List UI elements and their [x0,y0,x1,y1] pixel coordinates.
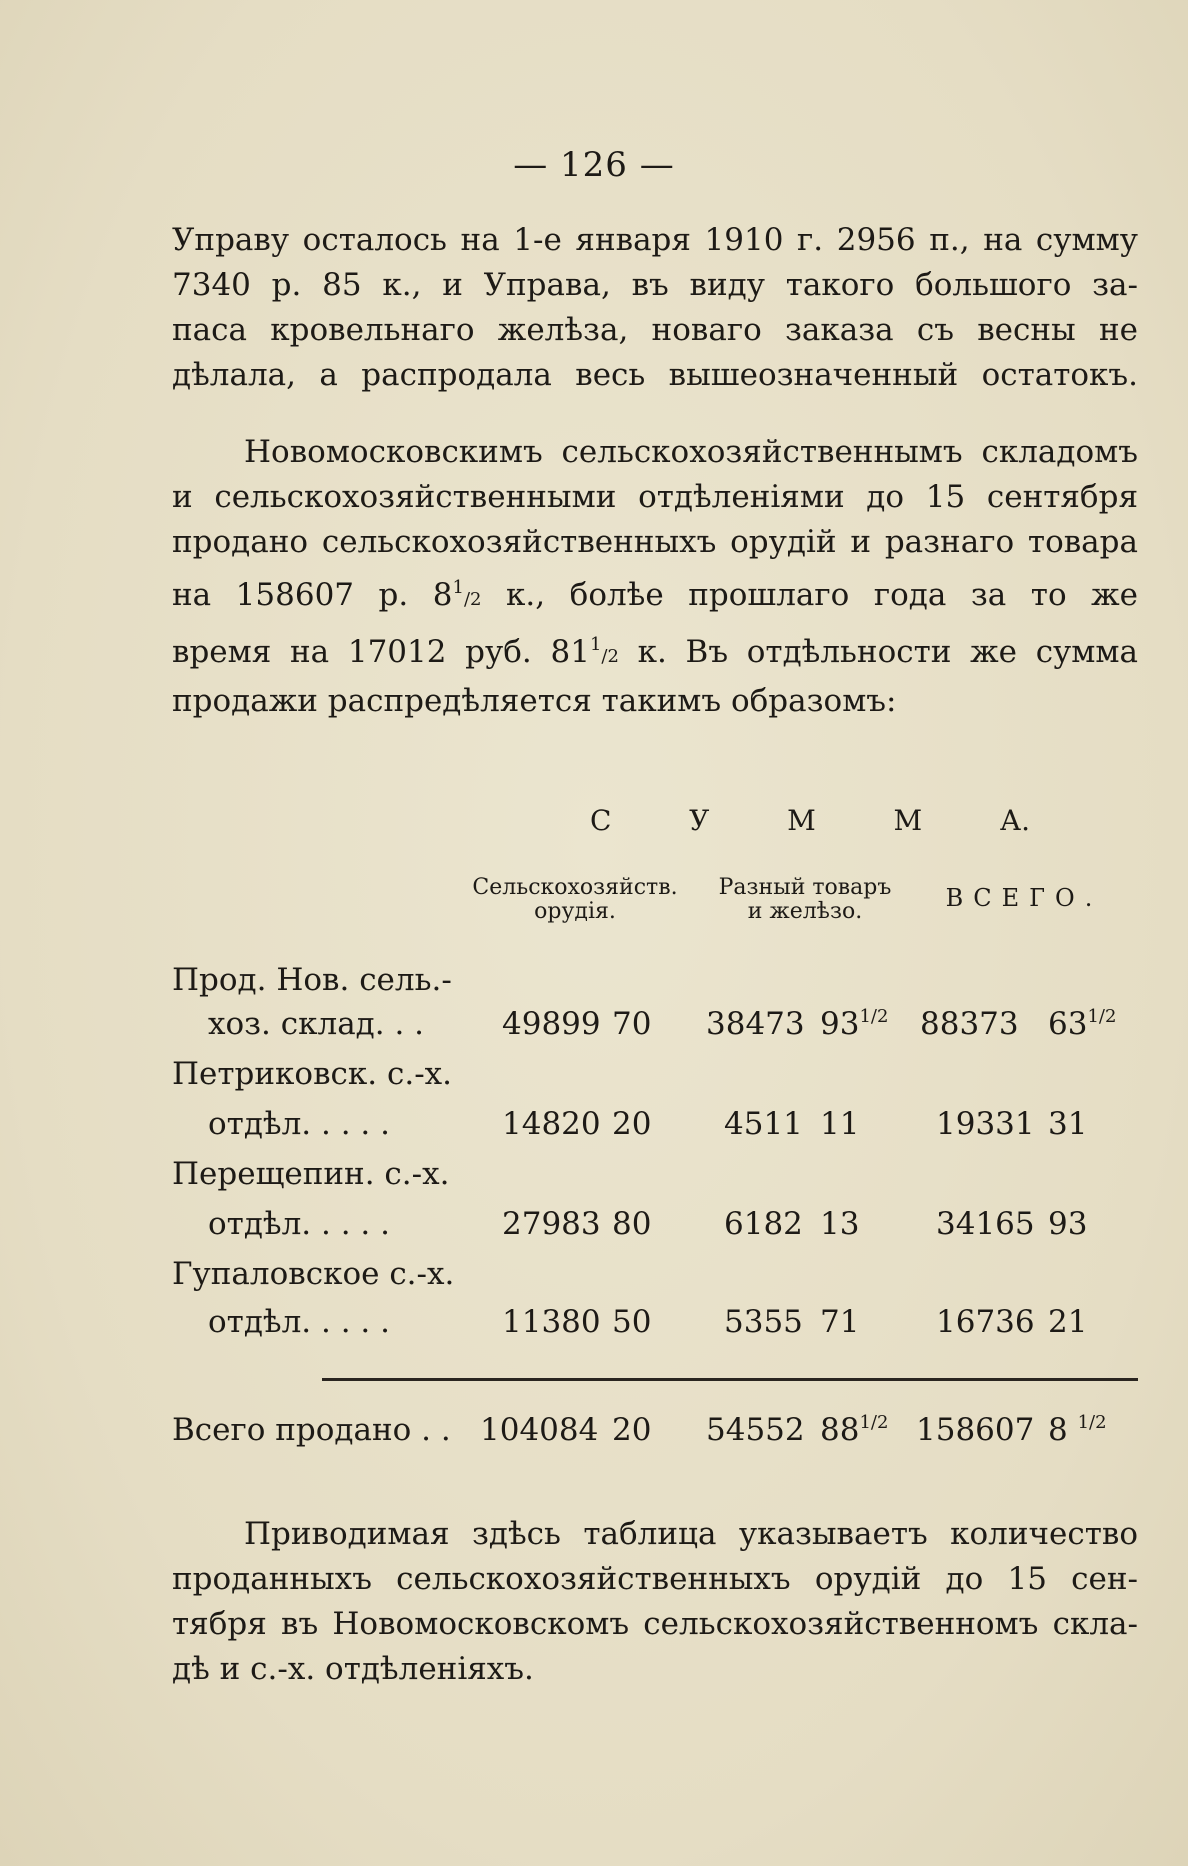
cell-value: 71 [820,1304,860,1340]
cell-value: 11380 [502,1304,601,1340]
cell-value: 93 [1048,1206,1088,1242]
cell-value: 80 [612,1206,652,1242]
cell-value: 38473 [706,1006,805,1042]
row-label: отдѣл. . . . . [208,1206,390,1242]
cell-fraction: 1/2 [1087,1006,1117,1027]
text-line: и сельскохозяйственными отдѣленіями до 15 сентября [172,479,1138,515]
text-line: 7340 р. 85 к., и Управа, въ виду такого большого за- [172,267,1138,303]
header-line: орудія. [534,899,616,924]
fraction-denominator: /2 [463,589,482,610]
cell-fraction: 1/2 [859,1412,889,1433]
total-value: 54552 [706,1412,805,1448]
header-line: Разный товаръ [718,875,892,900]
cell-value: 20 [612,1106,652,1142]
cell-value: 11 [820,1106,860,1142]
cell-value: 31 [1048,1106,1088,1142]
heading-letter: А. [999,804,1030,837]
cell-value: 49899 [502,1006,601,1042]
text-line: продано сельскохозяйственныхъ орудій и разнаго товара [172,524,1138,560]
total-value: $88^{1/2}$ [820,1412,889,1448]
header-line: и желѣзо. [747,899,863,924]
cell-fraction: 1/2 [859,1006,889,1027]
line-rest: к., болѣе прошлаго года за то же [481,577,1139,613]
column-header-total: ВСЕГО. [945,884,1103,912]
paragraph-3 [172,1512,1138,1692]
row-label: хоз. склад. . . [208,1006,425,1042]
row-label: Петриковск. с.-х. [172,1056,452,1092]
total-value: 104084 [480,1412,599,1448]
header-line: Сельскохозяйств. [472,875,678,900]
total-label: Всего продано . . [172,1412,451,1448]
cell-value: 27983 [502,1206,601,1242]
heading-letter: С [590,804,612,837]
row-label: отдѣл. . . . . [208,1106,390,1142]
row-label: Гупаловское с.-х. [172,1256,455,1292]
line-start: время на 17012 руб. 81 [172,634,590,670]
text-line-with-fraction [172,565,1138,622]
text-line: проданныхъ сельскохозяйственныхъ орудій до 15 сен- [172,1561,1138,1597]
cell-value: 21 [1048,1304,1088,1340]
text-line: продажи распредѣляется такимъ образомъ: [172,683,897,719]
text-line: Новомосковскимъ сельскохозяйственнымъ складомъ [244,434,1138,470]
text-line: Управу осталось на 1-е января 1910 г. 2956 п., на сумму [172,222,1138,258]
line-rest: к. Въ отдѣльности же сумма [618,634,1138,670]
line-start: на 158607 р. 8 [172,577,453,613]
fraction-numerator: 1 [589,634,602,655]
text-line: дѣлала, а распродала весь вышеозначенный остатокъ. [172,357,1138,393]
cell-value: 5355 [724,1304,803,1340]
cell-value: 34165 [936,1206,1035,1242]
cell-value: 14820 [502,1106,601,1142]
total-value: 158607 [916,1412,1035,1448]
table-total-rule [322,1378,1138,1381]
cell-value: 16736 [936,1304,1035,1340]
cell-value: 70 [612,1006,652,1042]
page-number: — 126 — [513,145,675,185]
cell-value: $93^{1/2}$ [820,1006,889,1042]
heading-letter: М [893,804,923,837]
fraction-denominator: /2 [601,646,619,667]
row-label: отдѣл. . . . . [208,1304,390,1340]
column-header-implements [464,876,686,924]
heading-letter: М [787,804,816,837]
cell-value: 50 [612,1304,652,1340]
text-line: тября въ Новомосковскомъ сельскохозяйственномъ скла- [172,1606,1138,1642]
cell-fraction: 1/2 [1077,1412,1107,1433]
cell-value: 19331 [936,1106,1035,1142]
paragraph-1 [172,218,1138,398]
total-value: 20 [612,1412,652,1448]
paragraph-2 [172,430,1138,724]
table-super-heading [590,804,1030,837]
cell-value: 6182 [724,1206,803,1242]
text-line: Приводимая здѣсь таблица указываетъ количество [244,1516,1138,1552]
heading-letter: У [689,804,710,837]
fraction-numerator: 1 [452,577,464,598]
column-header-goods [700,876,910,924]
text-line-with-fraction [172,622,1138,679]
cell-value: 88373 [920,1006,1019,1042]
row-label: Прод. Нов. сель.- [172,962,452,998]
text-line: дѣ и с.-х. отдѣленіяхъ. [172,1651,534,1687]
cell-value: $63^{1/2}$ [1048,1006,1117,1042]
text-line: паса кровельнаго желѣза, новаго заказа съ весны не [172,312,1138,348]
cell-value: 13 [820,1206,860,1242]
row-label: Перещепин. с.-х. [172,1156,450,1192]
cell-value: 4511 [724,1106,803,1142]
total-value: 8 $^{1/2}$ [1048,1412,1107,1448]
